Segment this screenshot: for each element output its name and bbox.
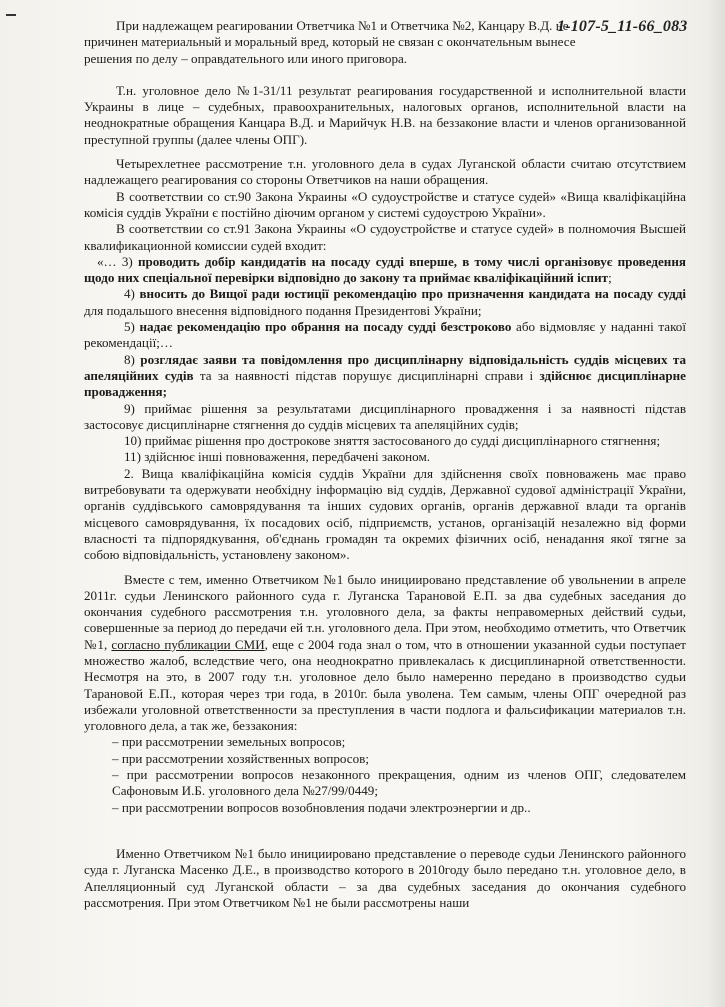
paragraph-taranova: Вместе с тем, именно Ответчиком №1 было инициировано представление об увольнении в апреле 2011г. судьи Ленинского районного суда г. Луганска Тарановой Е.П. за два судебных заседания до окончания судебного рассмотрения т.н. уголовного дела, за факты неправомерных действий судьи, совершенные за период до передачи ей т.н. уголовного дела. При этом, необходимо отметить, что Ответчик №1, согласно публикации СМИ, еще с 2004 года знал о том, что в отношении указанной судьи поступает множество жалоб, вследствие чего, она неоднократно привлекалась к дисциплинарной ответственности. Несмотря на это, в 2007 году т.н. уголовное дело было намеренно передано в производство судьи Тарановой Е.П., которая через три года, в 2010г. была уволена. Тем самым, члены ОПГ очередной раз избежали уголовной ответственности за преступления в части подлога и фальсификации материалов т.н. уголовного дела, а так же, беззакония: <box>84 571 686 734</box>
scan-mark <box>6 14 16 16</box>
paragraph-1-line-3: решения по делу – оправдательного или иного приговора. <box>84 50 408 66</box>
list-item-3: «… 3) проводить добір кандидатів на посаду судді вперше, в тому числі організовує проведення щодо них спеціальної перевірки відповідно до закону та приймає кваліфікаційний іспит; <box>84 253 686 286</box>
list-item-5: 5) надає рекомендацію про обрання на посаду судді безстроково або відмовляє у наданні такої рекомендації;… <box>84 319 686 351</box>
document-body <box>84 18 686 911</box>
paragraph-1-line-2: причинен материальный и моральный вред, который не связан с окончательным вынесе <box>84 34 576 50</box>
paragraph-article-90: В соответствии со ст.90 Закона Украины «О судоустройстве и статусе судей» «Вища кваліфікаційна комісія суддів України є постійно діючим органом у системі судоустрою України». <box>84 188 686 220</box>
scan-shadow <box>707 0 725 1007</box>
paragraph-article-91: В соответствии со ст.91 Закона Украины «О судоустройстве и статусе судей» в полномочия Высшей квалификационной комиссии судей входит: <box>84 221 686 253</box>
paragraph-1-line-1: При надлежащем реагировании Ответчика №1 и Ответчика №2, Канцару В.Д. не <box>116 18 569 33</box>
dash-item-2: – при рассмотрении хозяйственных вопросов; <box>112 750 369 766</box>
dash-item-4: – при рассмотрении вопросов возобновления подачи электроэнергии и др.. <box>112 799 531 815</box>
list-item-9: 9) приймає рішення за результатами дисциплінарного провадження і за наявності підстав застосовує дисциплінарне стягнення до суддів місцевих та апеляційних судів; <box>84 400 686 432</box>
dash-item-3: – при рассмотрении вопросов незаконного прекращения, одним из членов ОПГ, следователем Сафоновым И.Б. уголовного дела №27/99/0449; <box>112 767 686 799</box>
case-number-stamp: 1-107-5_11-66_083 <box>557 18 688 35</box>
list-item-8: 8) розглядає заяви та повідомлення про дисциплінарну відповідальність суддів місцевих та апеляційних судів та за наявності підстав порушує дисциплінарні справи і здійснює дисциплінарне провадження; <box>84 351 686 400</box>
paragraph-criminal-case: Т.н. уголовное дело №1-31/11 результат реагирования государственной и исполнительной власти Украины в лице – судебных, правоохранительных, налоговых органов, исполнительной власти на неоднократные обращения Канцара В.Д. и Марийчук Н.В. на беззаконие власти и членов организованной преступной группы (далее члены ОПГ). <box>84 82 686 147</box>
media-publication-link: согласно публикации СМИ <box>111 636 265 652</box>
list-item-4: 4) вносить до Вищої ради юстиції рекомендацію про призначення кандидата на посаду судді для подальшого внесення відповідного подання Президентові України; <box>84 286 686 318</box>
paragraph-masenko: Именно Ответчиком №1 было инициировано представление о переводе судьи Ленинского районного суда г. Луганска Масенко Д.Е., в производство которого в 2010году было передано т.н. уголовное дело, в Апелляционный суд Луганской области – за два судебных заседания до окончания судебного рассмотрения. При этом Ответчиком №1 не были рассмотрены наши <box>84 845 686 910</box>
list-item-11: 11) здійснює інші повноваження, передбачені законом. <box>124 449 431 465</box>
dash-item-1: – при рассмотрении земельных вопросов; <box>112 734 346 750</box>
list-item-2: 2. Вища кваліфікаційна комісія суддів України для здійснення своїх повноважень має право витребовувати та одержувати необхідну інформацію від суддів, Державної судової адміністрації України, органів суддівського самоврядування та інших судових органів, органів державної влади та органів місцевого самоврядування, їх посадових осіб, підприємств, установ, організацій незалежно від форми власності та підпорядкування, об'єднань громадян та окремих фізичних осіб, ненадання якої тягне за собою відповідальність, установлену законом». <box>84 465 686 563</box>
paragraph-review: Четырехлетнее рассмотрение т.н. уголовного дела в судах Луганской области считаю отсутствием надлежащего реагирования со стороны Ответчиков на наши обращения. <box>84 156 686 188</box>
list-item-10: 10) приймає рішення про дострокове зняття застосованого до судді дисциплінарного стягнення; <box>124 433 661 449</box>
